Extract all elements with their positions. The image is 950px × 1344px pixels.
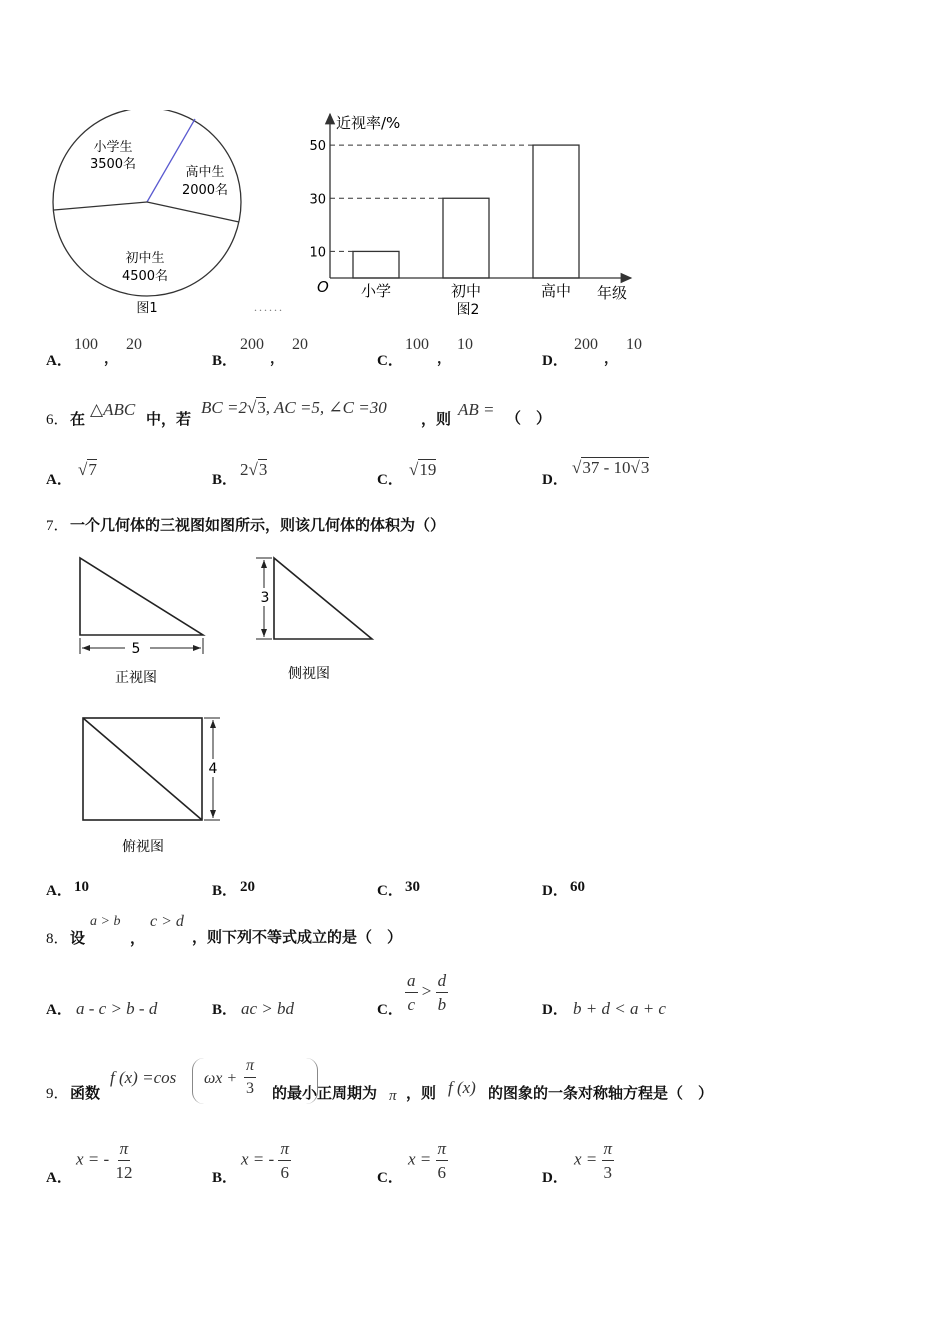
q6-options [46,456,926,490]
denominator: 3 [603,1163,613,1182]
q8-separator: ， [130,929,146,947]
numerator: π [602,1140,615,1161]
pie-label-primary: 小学生 [93,140,133,155]
x-category-label: 高中 [540,282,572,300]
dim-arrow [210,720,216,728]
q6-text-3: ，则 [421,410,452,428]
option-letter: B． [212,1002,238,1018]
denominator: 6 [437,1163,447,1182]
question-number: 6． [46,412,69,428]
q9-function: f (x) =cos [110,1068,177,1087]
question-number: 7． [46,518,69,534]
pie-label-high: 高中生 [185,165,225,180]
lhs: x = - [241,1149,275,1169]
option-value: 10 [457,336,473,353]
q9-options [46,1140,926,1190]
q9-text-2: 的最小正周期为 [272,1084,378,1102]
option-value: 10 [626,336,642,353]
denominator: c [407,995,416,1014]
option-value: 100 [74,336,98,353]
option-letter: D． [542,1002,568,1018]
q6-text-4: （ ） [506,409,552,427]
bar-小学 [353,251,399,278]
option-value: √7 [78,460,97,479]
radicand: 19 [419,460,437,479]
option-value [76,1140,134,1181]
option-letter: A． [46,1002,72,1018]
option-letter: B． [212,1170,238,1186]
option-letter: B． [212,353,238,369]
ellipsis-dots: ...... [254,300,284,314]
option-value [574,1140,614,1181]
option-letter: C． [377,472,403,488]
option-value [241,1140,291,1181]
denominator: 3 [246,1080,254,1097]
option-letter: D． [542,472,568,488]
option-value: 20 [240,879,255,895]
q8-options [46,970,926,1020]
denominator: 12 [115,1163,133,1182]
y-tick-label: 30 [309,192,326,208]
side-view [250,550,380,688]
y-tick-label: 10 [309,245,326,261]
option-letter: A． [46,472,72,488]
option-value: 200 [574,336,598,353]
option-letter: C． [377,353,403,369]
option-value: √37 - 10√3 [572,458,650,477]
q6-triangle: △ABC [90,400,136,419]
option-value: 30 [405,879,420,895]
top-view [70,710,230,860]
bar-chart [305,108,645,323]
q6-stem [46,398,926,428]
pie-caption: 图1 [136,301,158,316]
option-letter: D． [542,883,568,899]
radicand-part: 37 - 10 [582,458,631,477]
numerator: π [244,1058,256,1078]
q6-ab: AB = [458,400,495,419]
side-view-triangle [274,558,372,639]
numerator: π [278,1140,291,1161]
option-letter: D． [542,353,568,369]
q9-text-4: 的图象的一条对称轴方程是（ ） [488,1084,714,1102]
numerator: d [436,972,449,993]
lhs: x = [574,1149,598,1169]
top-view-diagonal [83,718,202,820]
lhs: x = - [76,1149,110,1169]
q9-period: π [389,1088,397,1104]
q5-options [46,336,926,370]
pie-divider-middle-high [147,202,239,222]
question-number: 8． [46,931,69,947]
dim-arrow [261,629,267,637]
option-separator: ， [270,351,284,367]
q6-text-2: 中，若 [146,410,192,428]
side-view-height-label: 3 [260,590,270,606]
option-value: b + d < a + c [573,999,666,1018]
q8-stem [46,912,926,946]
numerator: π [118,1140,131,1161]
option-value: ac > bd [241,999,295,1018]
bar-高中 [533,145,579,278]
q6-cond-bc: BC =2 [201,398,247,417]
q8-condition-1: a > b [90,914,121,929]
q9-inner-frac [244,1058,256,1097]
q9-inner: ωx + [204,1070,238,1087]
option-letter: C． [377,1002,403,1018]
q6-sqrt3: 3 [257,398,266,417]
option-value: 2√3 [240,460,268,479]
side-view-caption: 侧视图 [288,666,330,682]
front-view-caption: 正视图 [115,670,157,686]
radicand-inner: 3 [640,458,650,477]
numerator: a [405,972,418,993]
bar-初中 [443,198,489,278]
q9-function-2: f (x) [448,1078,476,1097]
q7-options [46,879,926,901]
operator: > [421,981,432,1001]
option-letter: B． [212,472,238,488]
option-letter: D． [542,1170,568,1186]
option-letter: A． [46,1170,72,1186]
option-letter: C． [377,883,403,899]
pie-value-middle: 4500名 [121,269,169,284]
option-value: 60 [570,879,585,895]
q9-stem [46,1054,926,1110]
dim-arrow [210,810,216,818]
option-separator: ， [437,351,451,367]
denominator: 6 [280,1163,289,1182]
option-separator: ， [104,351,118,367]
option-value: 100 [405,336,429,353]
question-number: 9． [46,1086,69,1102]
x-category-label: 小学 [360,282,392,300]
q7-stem [46,513,926,535]
front-view-length-label: 5 [131,641,141,657]
pie-label-middle: 初中生 [125,251,165,266]
origin-label: O [317,278,329,296]
q6-condition: BC =2√3, AC =5, ∠C =30 [201,398,387,417]
option-value: 200 [240,336,264,353]
dim-arrow [193,645,201,651]
q8-text-1: 设 [70,929,86,947]
option-value: √19 [409,460,437,479]
y-axis-label: 近视率/% [336,114,401,132]
option-value: 20 [126,336,142,353]
option-value [408,1140,448,1181]
option-letter: C． [377,1170,403,1186]
q8-text-2: ，则下列不等式成立的是（ ） [192,928,403,946]
x-category-label: 初中 [450,282,482,300]
option-letter: A． [46,353,72,369]
option-separator: ， [604,351,618,367]
q8-condition-2: c > d [150,913,184,930]
dim-arrow [261,560,267,568]
top-view-width-label: 4 [208,761,218,777]
option-value [405,972,448,1013]
radicand: 3 [258,460,268,479]
q6-text-1: 在 [70,410,86,428]
x-axis-label: 年级 [597,284,628,302]
y-tick-label: 50 [309,139,326,155]
radicand: 7 [88,460,97,479]
outer-radicand: 37 - 10√3 [582,458,650,477]
pie-chart [45,110,255,320]
q7-text: 一个几何体的三视图如图所示，则该几何体的体积为（） [70,516,446,534]
q9-text-3: ，则 [406,1084,437,1102]
q9-text-1: 函数 [70,1084,101,1102]
dim-arrow [82,645,90,651]
option-value: a - c > b - d [76,999,158,1018]
pie-divider-primary-middle [54,202,147,210]
front-view-triangle [80,558,203,635]
numerator: π [436,1140,449,1161]
bar-caption: 图2 [456,302,480,318]
option-value: 20 [292,336,308,353]
option-letter: A． [46,883,72,899]
q6-cond-rest: , AC =5, ∠C =30 [265,398,387,417]
front-view [70,550,220,692]
pie-value-high: 2000名 [181,183,229,198]
top-view-caption: 俯视图 [122,839,164,855]
denominator: b [437,995,447,1014]
option-value: 10 [74,879,89,895]
option-letter: B． [212,883,238,899]
coefficient: 2 [240,460,249,479]
lhs: x = [408,1149,432,1169]
pie-value-primary: 3500名 [89,157,137,172]
